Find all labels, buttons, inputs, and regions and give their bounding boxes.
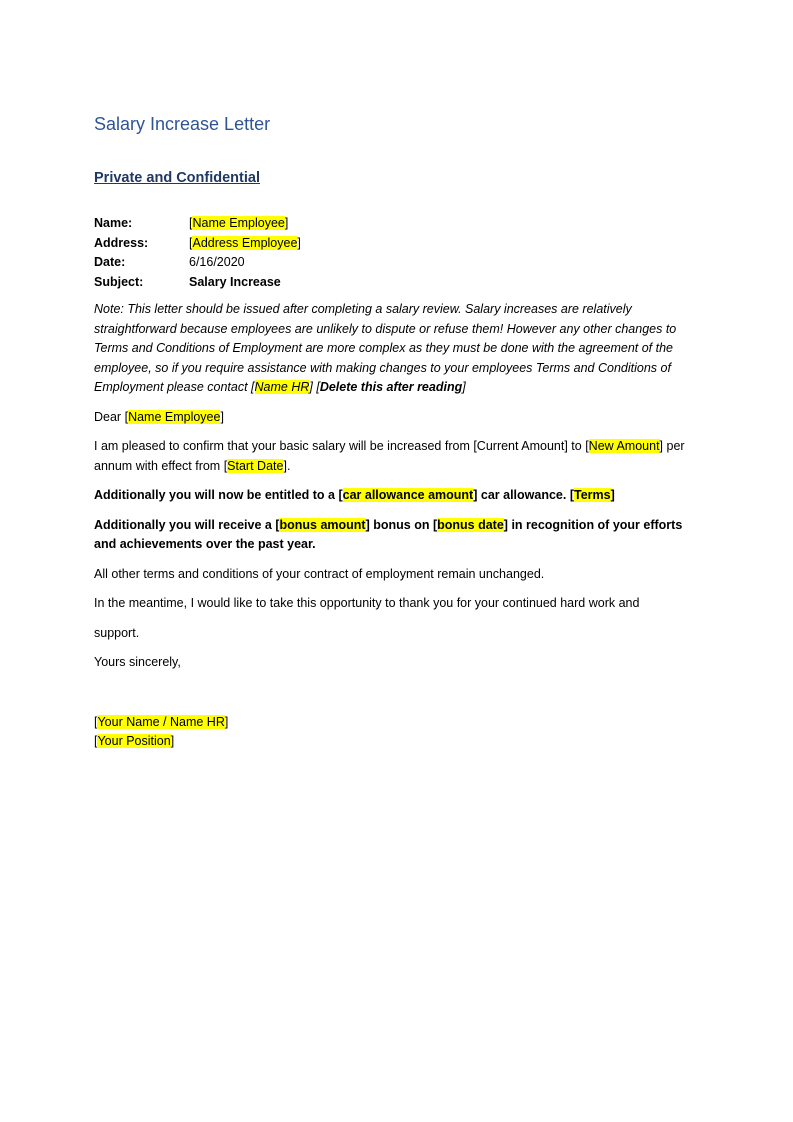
salutation: Dear [Name Employee]: [94, 409, 224, 424]
salary-paragraph: I am pleased to confirm that your basic salary will be increased from [Current Amount] to [New Amount] per annum with effect from [Start Date].: [94, 439, 685, 473]
letter-fields: [94, 214, 704, 292]
address-value: [Address Employee]: [189, 235, 301, 250]
bonus-text-3: in recognition of your efforts and achievements over the past year.: [94, 517, 683, 551]
car-allowance-placeholder: car allowance amount: [342, 488, 474, 502]
salary-text-2: per annum with effect from: [94, 439, 685, 473]
document-title: Salary Increase Letter: [94, 114, 271, 134]
name-row: [94, 214, 704, 234]
name-hr-placeholder: Name HR: [254, 380, 310, 394]
address-employee-placeholder: Address Employee: [192, 235, 298, 250]
date-row: [94, 253, 704, 273]
terms-placeholder: Terms: [574, 488, 611, 502]
terms-unchanged-paragraph: All other terms and conditions of your contract of employment remain unchanged.: [94, 566, 545, 581]
letter-body: [94, 112, 704, 752]
subject-row: [94, 273, 704, 293]
confidential-heading: Private and Confidential: [94, 170, 260, 186]
your-name-placeholder: Your Name / Name HR: [97, 714, 225, 729]
car-allowance-paragraph: Additionally you will now be entitled to a [car allowance amount] car allowance. [Terms]: [94, 488, 615, 502]
new-amount-placeholder: New Amount: [588, 439, 660, 453]
salary-text-3: .: [286, 458, 291, 473]
closing: Yours sincerely,: [94, 655, 181, 669]
dear-text: Dear: [94, 409, 125, 424]
your-position-placeholder: Your Position: [97, 734, 171, 748]
date-label: Date:: [94, 255, 126, 269]
address-label: Address:: [94, 235, 149, 250]
car-text-1: Additionally you will now be entitled to a: [94, 488, 339, 502]
salary-text-1: I am pleased to confirm that your basic salary will be increased from [Current Amount] to: [94, 439, 586, 453]
subject-value: Salary Increase: [189, 274, 281, 289]
subject-label: Subject:: [94, 274, 144, 289]
bonus-text-1: Additionally you will receive a: [94, 517, 276, 532]
car-text-2: car allowance.: [477, 488, 570, 502]
note-text: Note: This letter should be issued after completing a salary review. Salary increases are relatively straightforward because employees are unlikely to dispute or refuse them! However any other changes to Terms and Conditions of Employment are more complex as they must be done with the agreement of the employee, so if you require assistance with making changes to your employees Terms and Conditions of Employment please contact: [94, 302, 677, 394]
start-date-placeholder: Start Date: [227, 458, 284, 473]
bonus-text-2: bonus on: [369, 517, 433, 532]
thanks-paragraph: In the meantime, I would like to take this opportunity to thank you for your continued hard work and: [94, 596, 640, 610]
name-value: [Name Employee]: [189, 216, 289, 230]
support-paragraph: support.: [94, 625, 140, 640]
signature-position: [Your Position]: [94, 734, 175, 748]
bonus-date-placeholder: bonus date: [437, 517, 504, 532]
delete-instruction: Delete this after reading: [319, 380, 463, 394]
address-row: [94, 234, 704, 254]
name-label: Name:: [94, 216, 133, 230]
note-paragraph: Note: This letter should be issued after completing a salary review. Salary increases are relatively straightforward because employees are unlikely to dispute or refuse them! However any other changes to Terms and Conditions of Employment are more complex as they must be done with the agreement of the employee, so if you require assistance with making changes to your employees Terms and Conditions of Employment please contact [Name HR] [Delete this after reading]: [94, 302, 677, 394]
salutation-name-placeholder: Name Employee: [128, 409, 221, 424]
signature-name: [Your Name / Name HR]: [94, 714, 229, 729]
bonus-paragraph: Additionally you will receive a [bonus amount] bonus on [bonus date] in recognition of your efforts and achievements over the past year.: [94, 517, 683, 551]
bonus-amount-placeholder: bonus amount: [279, 517, 366, 532]
name-employee-placeholder: Name Employee: [192, 216, 285, 230]
signature-block: [94, 713, 704, 752]
date-value: 6/16/2020: [189, 255, 245, 269]
